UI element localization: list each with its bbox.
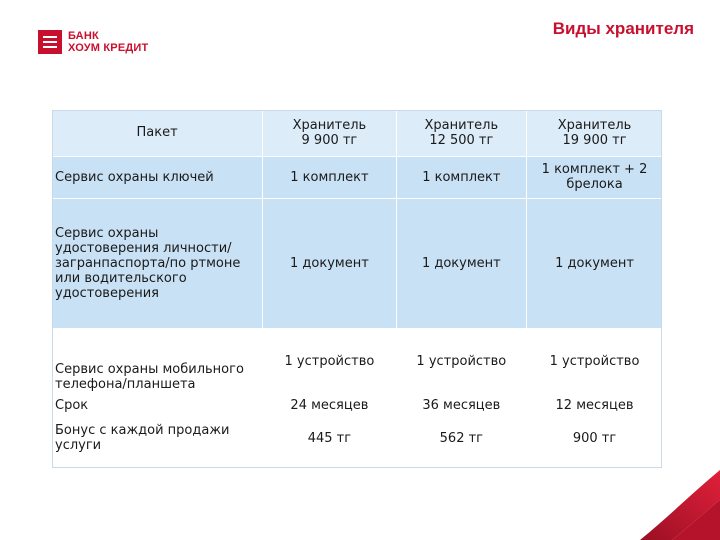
cell-value: 24 месяцев bbox=[263, 394, 396, 416]
bank-logo-icon bbox=[38, 30, 62, 54]
header-plan-1 bbox=[263, 110, 396, 156]
cell-value: 445 тг bbox=[263, 416, 396, 460]
header-package-label: Пакет bbox=[52, 110, 263, 156]
cell-value: 1 комплект bbox=[396, 156, 526, 198]
cell-value: 1 комплект bbox=[263, 156, 396, 198]
cell-value: 12 месяцев bbox=[527, 394, 662, 416]
row-label: Сервис охраны мобильного телефона/планшета bbox=[52, 328, 263, 394]
cell-value: 1 документ bbox=[527, 198, 662, 328]
header-plan-1-text: Хранитель 9 900 тг bbox=[292, 117, 367, 148]
cell-value: 1 устройство bbox=[527, 328, 662, 394]
table-header-row bbox=[52, 110, 662, 156]
row-label: Сервис охраны ключей bbox=[52, 156, 263, 198]
page-title: Виды хранителя bbox=[552, 19, 694, 38]
cell-value: 1 комплект + 2 брелока bbox=[527, 156, 662, 198]
row-label: Сервис охраны удостоверения личности/загранпаспорта/по ртмоне или водительского удостоверения bbox=[52, 198, 263, 328]
packages-table bbox=[52, 110, 662, 460]
row-label: Бонус с каждой продажи услуги bbox=[52, 416, 263, 460]
cell-value: 1 документ bbox=[263, 198, 396, 328]
cell-value: 36 месяцев bbox=[396, 394, 526, 416]
table-row bbox=[52, 328, 662, 394]
header-plan-3-text: Хранитель 19 900 тг bbox=[557, 117, 632, 148]
bank-logo bbox=[38, 30, 148, 54]
logo-line-2: ХОУМ КРЕДИТ bbox=[68, 42, 149, 54]
bank-logo-text bbox=[68, 30, 148, 54]
table-row bbox=[52, 394, 662, 416]
cell-value: 900 тг bbox=[527, 416, 662, 460]
cell-value: 1 устройство bbox=[263, 328, 396, 394]
table-row bbox=[52, 198, 662, 328]
table-row bbox=[52, 416, 662, 460]
cell-value: 562 тг bbox=[396, 416, 526, 460]
row-label: Срок bbox=[52, 394, 263, 416]
header-plan-3 bbox=[527, 110, 662, 156]
header-plan-2 bbox=[396, 110, 526, 156]
cell-value: 1 устройство bbox=[396, 328, 526, 394]
table-row bbox=[52, 156, 662, 198]
cell-value: 1 документ bbox=[396, 198, 526, 328]
header-plan-2-text: Хранитель 12 500 тг bbox=[424, 117, 499, 148]
logo-line-1: БАНК bbox=[68, 30, 99, 42]
corner-ribbon-decoration bbox=[610, 450, 720, 540]
